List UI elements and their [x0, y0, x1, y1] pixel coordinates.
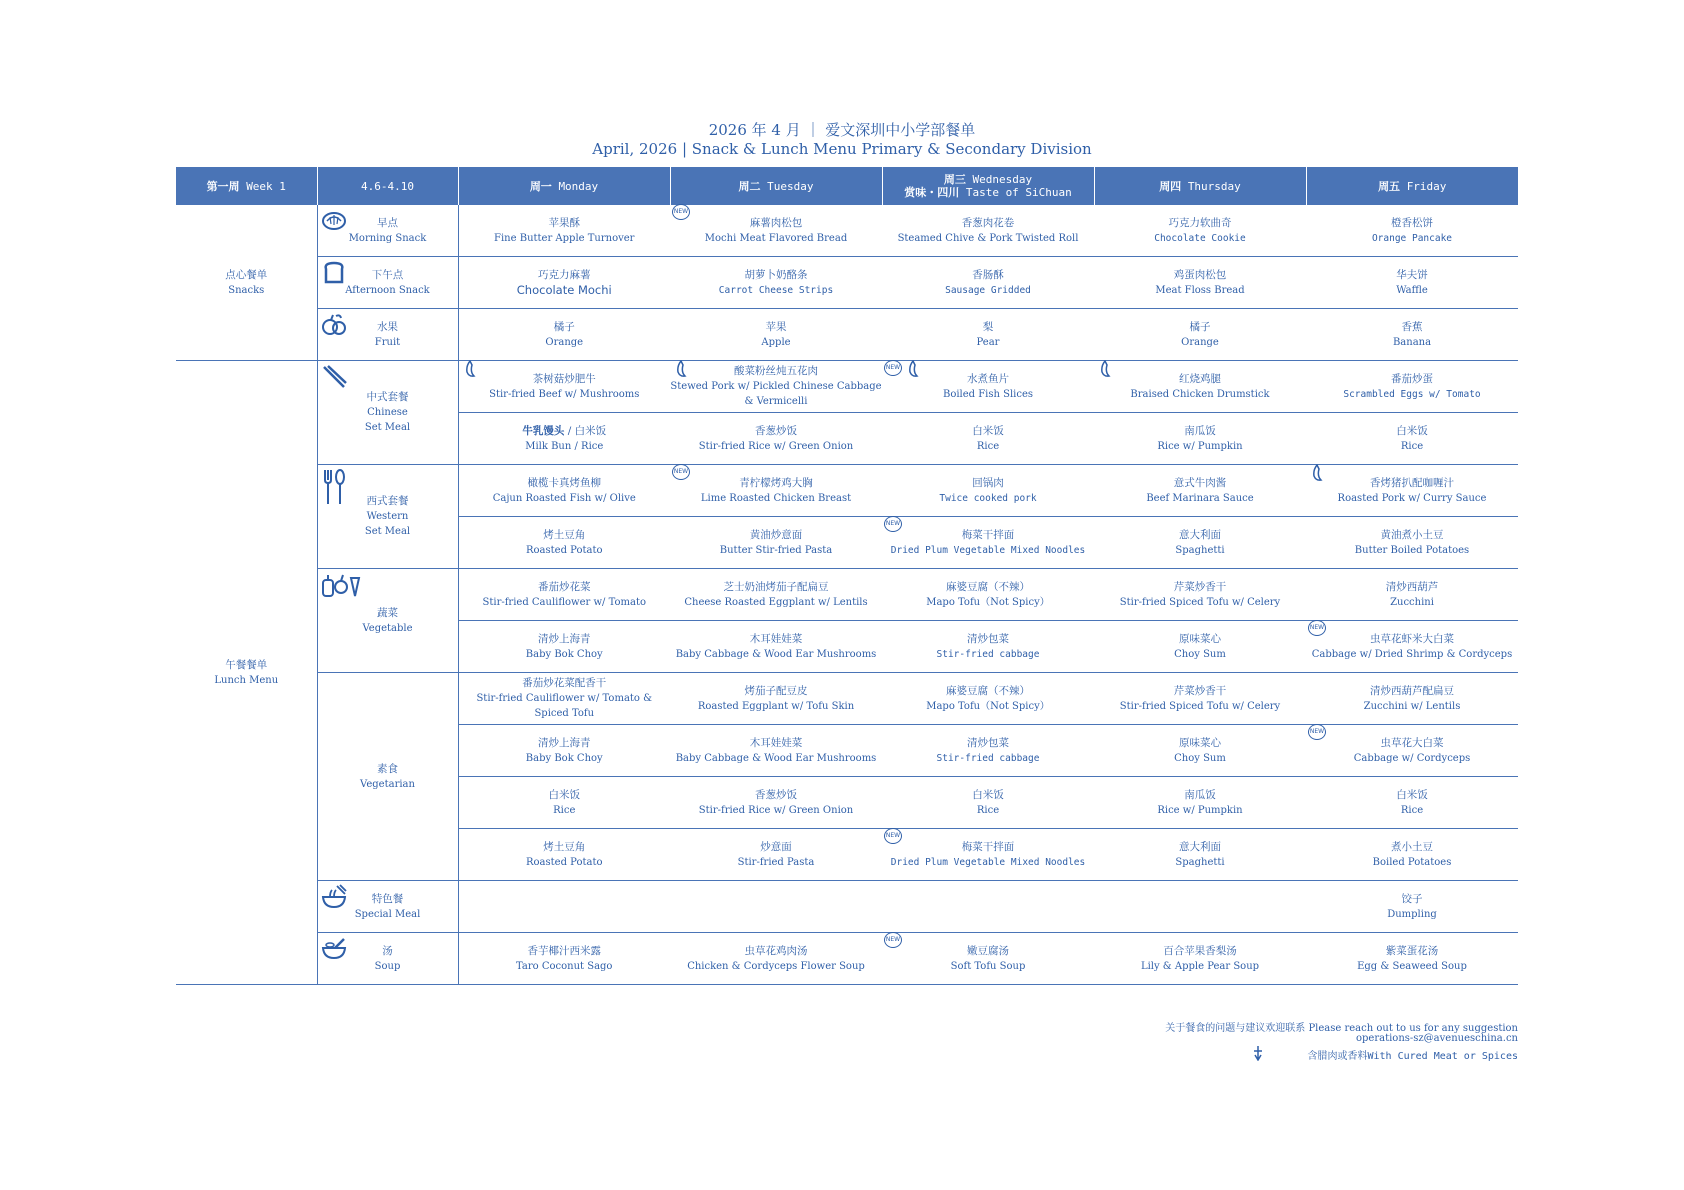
chili-icon [674, 360, 688, 378]
cell-vgt3-thu: 南瓜饭 Rice w/ Pumpkin [1094, 777, 1306, 829]
cell-chinese2-mon: 牛乳馒头 / 白米饭 Milk Bun / Rice [458, 413, 670, 465]
cell-western1-tue: NEW 青柠檬烤鸡大胸 Lime Roasted Chicken Breast [670, 465, 882, 517]
cell-western2-wed: NEW 梅菜干拌面 Dried Plum Vegetable Mixed Noodles [882, 517, 1094, 569]
cell-western1-thu: 意式牛肉酱 Beef Marinara Sauce [1094, 465, 1306, 517]
cell-afternoon-wed: 香肠酥 Sausage Gridded [882, 257, 1094, 309]
cell-veg2-wed: 清炒包菜 Stir-fried cabbage [882, 621, 1094, 673]
cell-western2-tue: 黄油炒意面 Butter Stir-fried Pasta [670, 517, 882, 569]
cell-special-fri: 饺子 Dumpling [1306, 881, 1518, 933]
cell-chinese1-wed: NEW 水煮鱼片 Boiled Fish Slices [882, 361, 1094, 413]
cell-vgt2-tue: 木耳娃娃菜 Baby Cabbage & Wood Ear Mushrooms [670, 725, 882, 777]
day-header-monday: 周一 Monday [458, 167, 670, 205]
cell-vgt1-fri: 清炒西葫芦配扁豆 Zucchini w/ Lentils [1306, 673, 1518, 725]
chopsticks-icon [321, 364, 347, 390]
cell-western1-wed: 回锅肉 Twice cooked pork [882, 465, 1094, 517]
footer-email[interactable]: operations-sz@avenueschina.cn [1356, 1033, 1518, 1044]
day-header-tuesday: 周二 Tuesday [670, 167, 882, 205]
cell-veg1-thu: 芹菜炒香干 Stir-fried Spiced Tofu w/ Celery [1094, 569, 1306, 621]
row-vegetable-1 [176, 569, 1518, 621]
cell-special-tue [670, 881, 882, 933]
cell-morning-mon: 苹果酥 Fine Butter Apple Turnover [458, 205, 670, 257]
cell-chinese1-mon: 茶树菇炒肥牛 Stir-fried Beef w/ Mushrooms [458, 361, 670, 413]
fruit-icon [321, 312, 347, 338]
cell-morning-thu: 巧克力软曲奇 Chocolate Cookie [1094, 205, 1306, 257]
new-badge-icon: NEW [672, 204, 690, 220]
soup-bowl-icon [321, 936, 347, 962]
noodle-bowl-icon [321, 884, 347, 910]
category-fruit: 水果 Fruit [317, 309, 458, 361]
cell-western2-fri: 黄油煮小土豆 Butter Boiled Potatoes [1306, 517, 1518, 569]
new-badge-icon: NEW [884, 828, 902, 844]
row-western-main [176, 465, 1518, 517]
cell-fruit-mon: 橘子 Orange [458, 309, 670, 361]
week-header: 第一周 Week 1 [176, 167, 317, 205]
toast-icon [321, 260, 347, 286]
fork-spoon-icon [321, 468, 347, 506]
cell-soup-thu: 百合苹果香梨汤 Lily & Apple Pear Soup [1094, 933, 1306, 985]
cell-veg1-fri: 清炒西葫芦 Zucchini [1306, 569, 1518, 621]
cell-afternoon-fri: 华夫饼 Waffle [1306, 257, 1518, 309]
cell-soup-wed: NEW 嫩豆腐汤 Soft Tofu Soup [882, 933, 1094, 985]
cell-western1-fri: 香烤猪扒配咖喱汁 Roasted Pork w/ Curry Sauce [1306, 465, 1518, 517]
cell-veg1-mon: 番茄炒花菜 Stir-fried Cauliflower w/ Tomato [458, 569, 670, 621]
row-soup [176, 933, 1518, 985]
cell-chinese2-wed: 白米饭 Rice [882, 413, 1094, 465]
cell-afternoon-tue: 胡萝卜奶酪条 Carrot Cheese Strips [670, 257, 882, 309]
cell-vgt3-wed: 白米饭 Rice [882, 777, 1094, 829]
chili-spice-icon [906, 360, 920, 378]
new-badge-icon: NEW [884, 932, 902, 948]
chili-icon [1310, 464, 1324, 482]
cell-chinese1-tue: 酸菜粉丝炖五花肉 Stewed Pork w/ Pickled Chinese Cabbage & Vermicelli [670, 361, 882, 413]
new-badge-icon: NEW [1308, 620, 1326, 636]
cell-vgt4-fri: 煮小土豆 Boiled Potatoes [1306, 829, 1518, 881]
row-morning-snack [176, 205, 1518, 257]
cell-chinese2-thu: 南瓜饭 Rice w/ Pumpkin [1094, 413, 1306, 465]
cell-soup-mon: 香芋椰汁西米露 Taro Coconut Sago [458, 933, 670, 985]
new-badge-icon: NEW [884, 516, 902, 532]
cell-veg1-tue: 芝士奶油烤茄子配扁豆 Cheese Roasted Eggplant w/ Lentils [670, 569, 882, 621]
cell-chinese1-fri: 番茄炒蛋 Scrambled Eggs w/ Tomato [1306, 361, 1518, 413]
day-header-thursday: 周四 Thursday [1094, 167, 1306, 205]
spice-legend-icon [1252, 1045, 1264, 1061]
cell-western1-mon: 橄榄卡真烤鱼柳 Cajun Roasted Fish w/ Olive [458, 465, 670, 517]
cell-chinese2-fri: 白米饭 Rice [1306, 413, 1518, 465]
cell-veg1-wed: 麻婆豆腐（不辣） Mapo Tofu（Not Spicy） [882, 569, 1094, 621]
category-afternoon-snack: 下午点 Afternoon Snack [317, 257, 458, 309]
croissant-icon [321, 208, 347, 234]
cell-vgt3-tue: 香葱炒饭 Stir-fried Rice w/ Green Onion [670, 777, 882, 829]
cell-special-wed [882, 881, 1094, 933]
category-vegetable: 蔬菜 Vegetable [317, 569, 458, 673]
category-western-set-meal: 西式套餐 Western Set Meal [317, 465, 458, 569]
footer-contact: 关于餐食的问题与建议欢迎联系 Please reach out to us for any suggestion [1165, 1023, 1518, 1034]
cell-special-mon [458, 881, 670, 933]
category-soup: 汤 Soup [317, 933, 458, 985]
row-special-meal [176, 881, 1518, 933]
vegetables-icon [321, 572, 361, 598]
row-afternoon-snack [176, 257, 1518, 309]
new-badge-icon: NEW [1308, 724, 1326, 740]
cell-vgt4-tue: 炒意面 Stir-fried Pasta [670, 829, 882, 881]
cell-vgt1-thu: 芹菜炒香干 Stir-fried Spiced Tofu w/ Celery [1094, 673, 1306, 725]
group-snacks: 点心餐单 Snacks [176, 205, 317, 361]
cell-vgt2-thu: 原味菜心 Choy Sum [1094, 725, 1306, 777]
category-vegetarian: 素食 Vegetarian [317, 673, 458, 881]
cell-veg2-tue: 木耳娃娃菜 Baby Cabbage & Wood Ear Mushrooms [670, 621, 882, 673]
day-header-friday: 周五 Friday [1306, 167, 1518, 205]
menu-table [176, 167, 1518, 985]
cell-fruit-tue: 苹果 Apple [670, 309, 882, 361]
cell-western2-thu: 意大利面 Spaghetti [1094, 517, 1306, 569]
cell-vgt1-mon: 番茄炒花菜配香干 Stir-fried Cauliflower w/ Tomato & Spiced Tofu [458, 673, 670, 725]
chili-icon [463, 360, 477, 378]
day-header-wednesday: 周三 Wednesday 赏味・四川 Taste of SiChuan [882, 167, 1094, 205]
cell-morning-wed: 香葱肉花卷 Steamed Chive & Pork Twisted Roll [882, 205, 1094, 257]
cell-special-thu [1094, 881, 1306, 933]
cell-western2-mon: 烤土豆角 Roasted Potato [458, 517, 670, 569]
title-chinese: 2026 年 4 月 ｜ 爱文深圳中小学部餐单 [708, 121, 976, 139]
cell-fruit-thu: 橘子 Orange [1094, 309, 1306, 361]
new-badge-icon: NEW [884, 360, 902, 376]
chili-icon [1098, 360, 1112, 378]
cell-soup-tue: 虫草花鸡肉汤 Chicken & Cordyceps Flower Soup [670, 933, 882, 985]
cell-vgt2-mon: 清炒上海青 Baby Bok Choy [458, 725, 670, 777]
row-chinese-main [176, 361, 1518, 413]
cell-veg2-mon: 清炒上海青 Baby Bok Choy [458, 621, 670, 673]
cell-vgt1-wed: 麻婆豆腐（不辣） Mapo Tofu（Not Spicy） [882, 673, 1094, 725]
header-row [176, 167, 1518, 205]
cell-afternoon-thu: 鸡蛋肉松包 Meat Floss Bread [1094, 257, 1306, 309]
cell-fruit-fri: 香蕉 Banana [1306, 309, 1518, 361]
cell-vgt1-tue: 烤茄子配豆皮 Roasted Eggplant w/ Tofu Skin [670, 673, 882, 725]
new-badge-icon: NEW [672, 464, 690, 480]
cell-vgt2-fri: NEW 虫草花大白菜 Cabbage w/ Cordyceps [1306, 725, 1518, 777]
cell-vgt4-wed: NEW 梅菜干拌面 Dried Plum Vegetable Mixed Noodles [882, 829, 1094, 881]
title-english: April, 2026 | Snack & Lunch Menu Primary & Secondary Division [592, 140, 1092, 158]
cell-vgt4-thu: 意大利面 Spaghetti [1094, 829, 1306, 881]
dates-header: 4.6-4.10 [317, 167, 458, 205]
cell-morning-fri: 橙香松饼 Orange Pancake [1306, 205, 1518, 257]
cell-morning-tue: NEW 麻薯肉松包 Mochi Meat Flavored Bread [670, 205, 882, 257]
cell-veg2-thu: 原味菜心 Choy Sum [1094, 621, 1306, 673]
cell-vgt3-mon: 白米饭 Rice [458, 777, 670, 829]
footer-legend: 含腊肉或香料With Cured Meat or Spices [1307, 1051, 1518, 1062]
cell-afternoon-mon: 巧克力麻薯 Chocolate Mochi [458, 257, 670, 309]
cell-vgt4-mon: 烤土豆角 Roasted Potato [458, 829, 670, 881]
cell-vgt3-fri: 白米饭 Rice [1306, 777, 1518, 829]
cell-vgt2-wed: 清炒包菜 Stir-fried cabbage [882, 725, 1094, 777]
cell-fruit-wed: 梨 Pear [882, 309, 1094, 361]
category-special-meal: 特色餐 Special Meal [317, 881, 458, 933]
cell-soup-fri: 紫菜蛋花汤 Egg & Seaweed Soup [1306, 933, 1518, 985]
row-vegetarian-1 [176, 673, 1518, 725]
group-lunch: 午餐餐单 Lunch Menu [176, 361, 317, 985]
category-chinese-set-meal: 中式套餐 Chinese Set Meal [317, 361, 458, 465]
cell-veg2-fri: NEW 虫草花虾米大白菜 Cabbage w/ Dried Shrimp & Cordyceps [1306, 621, 1518, 673]
category-morning-snack: 早点 Morning Snack [317, 205, 458, 257]
row-fruit [176, 309, 1518, 361]
cell-chinese1-thu: 红烧鸡腿 Braised Chicken Drumstick [1094, 361, 1306, 413]
cell-chinese2-tue: 香葱炒饭 Stir-fried Rice w/ Green Onion [670, 413, 882, 465]
